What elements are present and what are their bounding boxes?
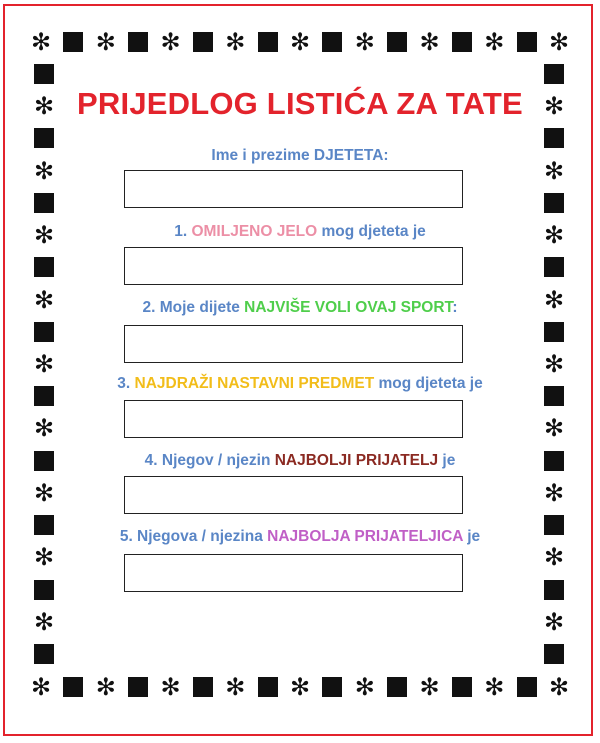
square-icon (322, 677, 342, 697)
square-icon (544, 64, 564, 84)
asterisk-icon: ✻ (419, 28, 440, 56)
square-icon (517, 677, 537, 697)
square-icon (258, 32, 278, 52)
asterisk-icon: ✻ (33, 285, 55, 314)
asterisk-icon: ✻ (160, 28, 181, 56)
asterisk-icon: ✻ (289, 673, 311, 701)
asterisk-icon: ✻ (33, 478, 55, 507)
asterisk-icon: ✻ (543, 478, 565, 507)
square-icon (544, 193, 564, 213)
asterisk-icon: ✻ (33, 92, 55, 121)
square-icon (387, 32, 407, 52)
q2-label (0, 299, 600, 317)
page-title: PRIJEDLOG LISTIĆA ZA TATE (77, 86, 523, 121)
q3-prefix: 3. (117, 375, 135, 392)
asterisk-icon: ✻ (225, 28, 246, 56)
asterisk-icon: ✻ (548, 28, 570, 56)
square-icon (452, 32, 472, 52)
square-icon (517, 32, 537, 52)
square-icon (34, 193, 54, 213)
asterisk-icon: ✻ (225, 673, 246, 701)
square-icon (34, 257, 54, 277)
square-icon (452, 677, 472, 697)
asterisk-icon: ✻ (33, 349, 55, 378)
asterisk-icon: ✻ (160, 673, 181, 701)
square-icon (63, 677, 83, 697)
square-icon (322, 32, 342, 52)
asterisk-icon: ✻ (543, 221, 565, 250)
square-icon (34, 580, 54, 600)
q2-prefix: 2. Moje dijete (142, 299, 245, 316)
q5-suffix: je (462, 528, 481, 545)
asterisk-icon: ✻ (543, 607, 565, 636)
name-input-box[interactable] (124, 170, 463, 208)
square-icon (544, 257, 564, 277)
q1-suffix: mog djeteta je (317, 223, 426, 240)
square-icon (193, 677, 213, 697)
asterisk-icon: ✻ (354, 28, 375, 56)
asterisk-icon: ✻ (30, 673, 52, 701)
name-label-text: Ime i prezime DJETETA: (211, 147, 389, 164)
asterisk-icon: ✻ (33, 156, 55, 185)
q3-answer-box[interactable] (124, 400, 463, 438)
q2-answer-box[interactable] (124, 325, 463, 363)
asterisk-icon: ✻ (543, 285, 565, 314)
asterisk-icon: ✻ (543, 349, 565, 378)
asterisk-icon: ✻ (95, 673, 116, 701)
q1-highlight: OMILJENO JELO (191, 223, 318, 240)
q4-highlight: NAJBOLJI PRIJATELJ (274, 452, 439, 469)
asterisk-icon: ✻ (484, 673, 505, 701)
ornament-row-top (30, 29, 570, 55)
square-icon (544, 128, 564, 148)
q5-answer-box[interactable] (124, 554, 463, 592)
q1-prefix: 1. (174, 223, 192, 240)
q3-highlight: NAJDRAŽI NASTAVNI PREDMET (134, 375, 375, 392)
asterisk-icon: ✻ (354, 673, 375, 701)
square-icon (544, 644, 564, 664)
q3-label (0, 375, 600, 393)
q4-suffix: je (438, 452, 456, 469)
square-icon (128, 677, 148, 697)
square-icon (193, 32, 213, 52)
square-icon (34, 644, 54, 664)
square-icon (544, 580, 564, 600)
q3-suffix: mog djeteta je (374, 375, 483, 392)
q5-prefix: 5. Njegova / njezina (119, 528, 268, 545)
asterisk-icon: ✻ (33, 607, 55, 636)
q4-prefix: 4. Njegov / njezin (144, 452, 275, 469)
square-icon (34, 322, 54, 342)
q2-highlight: NAJVIŠE VOLI OVAJ SPORT (244, 299, 453, 316)
asterisk-icon: ✻ (33, 414, 55, 443)
asterisk-icon: ✻ (543, 156, 565, 185)
q4-label (0, 452, 600, 470)
asterisk-icon: ✻ (543, 414, 565, 443)
q4-answer-box[interactable] (124, 476, 463, 514)
asterisk-icon: ✻ (30, 28, 52, 56)
asterisk-icon: ✻ (33, 543, 55, 572)
square-icon (128, 32, 148, 52)
asterisk-icon: ✻ (543, 543, 565, 572)
square-icon (258, 677, 278, 697)
q5-highlight: NAJBOLJA PRIJATELJICA (267, 528, 463, 545)
q1-label (0, 223, 600, 241)
ornament-row-bottom (30, 674, 570, 700)
q1-answer-box[interactable] (124, 247, 463, 285)
square-icon (544, 322, 564, 342)
asterisk-icon: ✻ (548, 673, 570, 701)
q2-suffix: : (452, 299, 458, 316)
q5-label (0, 528, 600, 546)
asterisk-icon: ✻ (289, 28, 311, 56)
square-icon (63, 32, 83, 52)
square-icon (387, 677, 407, 697)
asterisk-icon: ✻ (33, 221, 55, 250)
asterisk-icon: ✻ (419, 673, 440, 701)
asterisk-icon: ✻ (543, 92, 565, 121)
square-icon (34, 128, 54, 148)
square-icon (34, 64, 54, 84)
asterisk-icon: ✻ (484, 28, 505, 56)
asterisk-icon: ✻ (95, 28, 116, 56)
name-label (0, 147, 600, 165)
